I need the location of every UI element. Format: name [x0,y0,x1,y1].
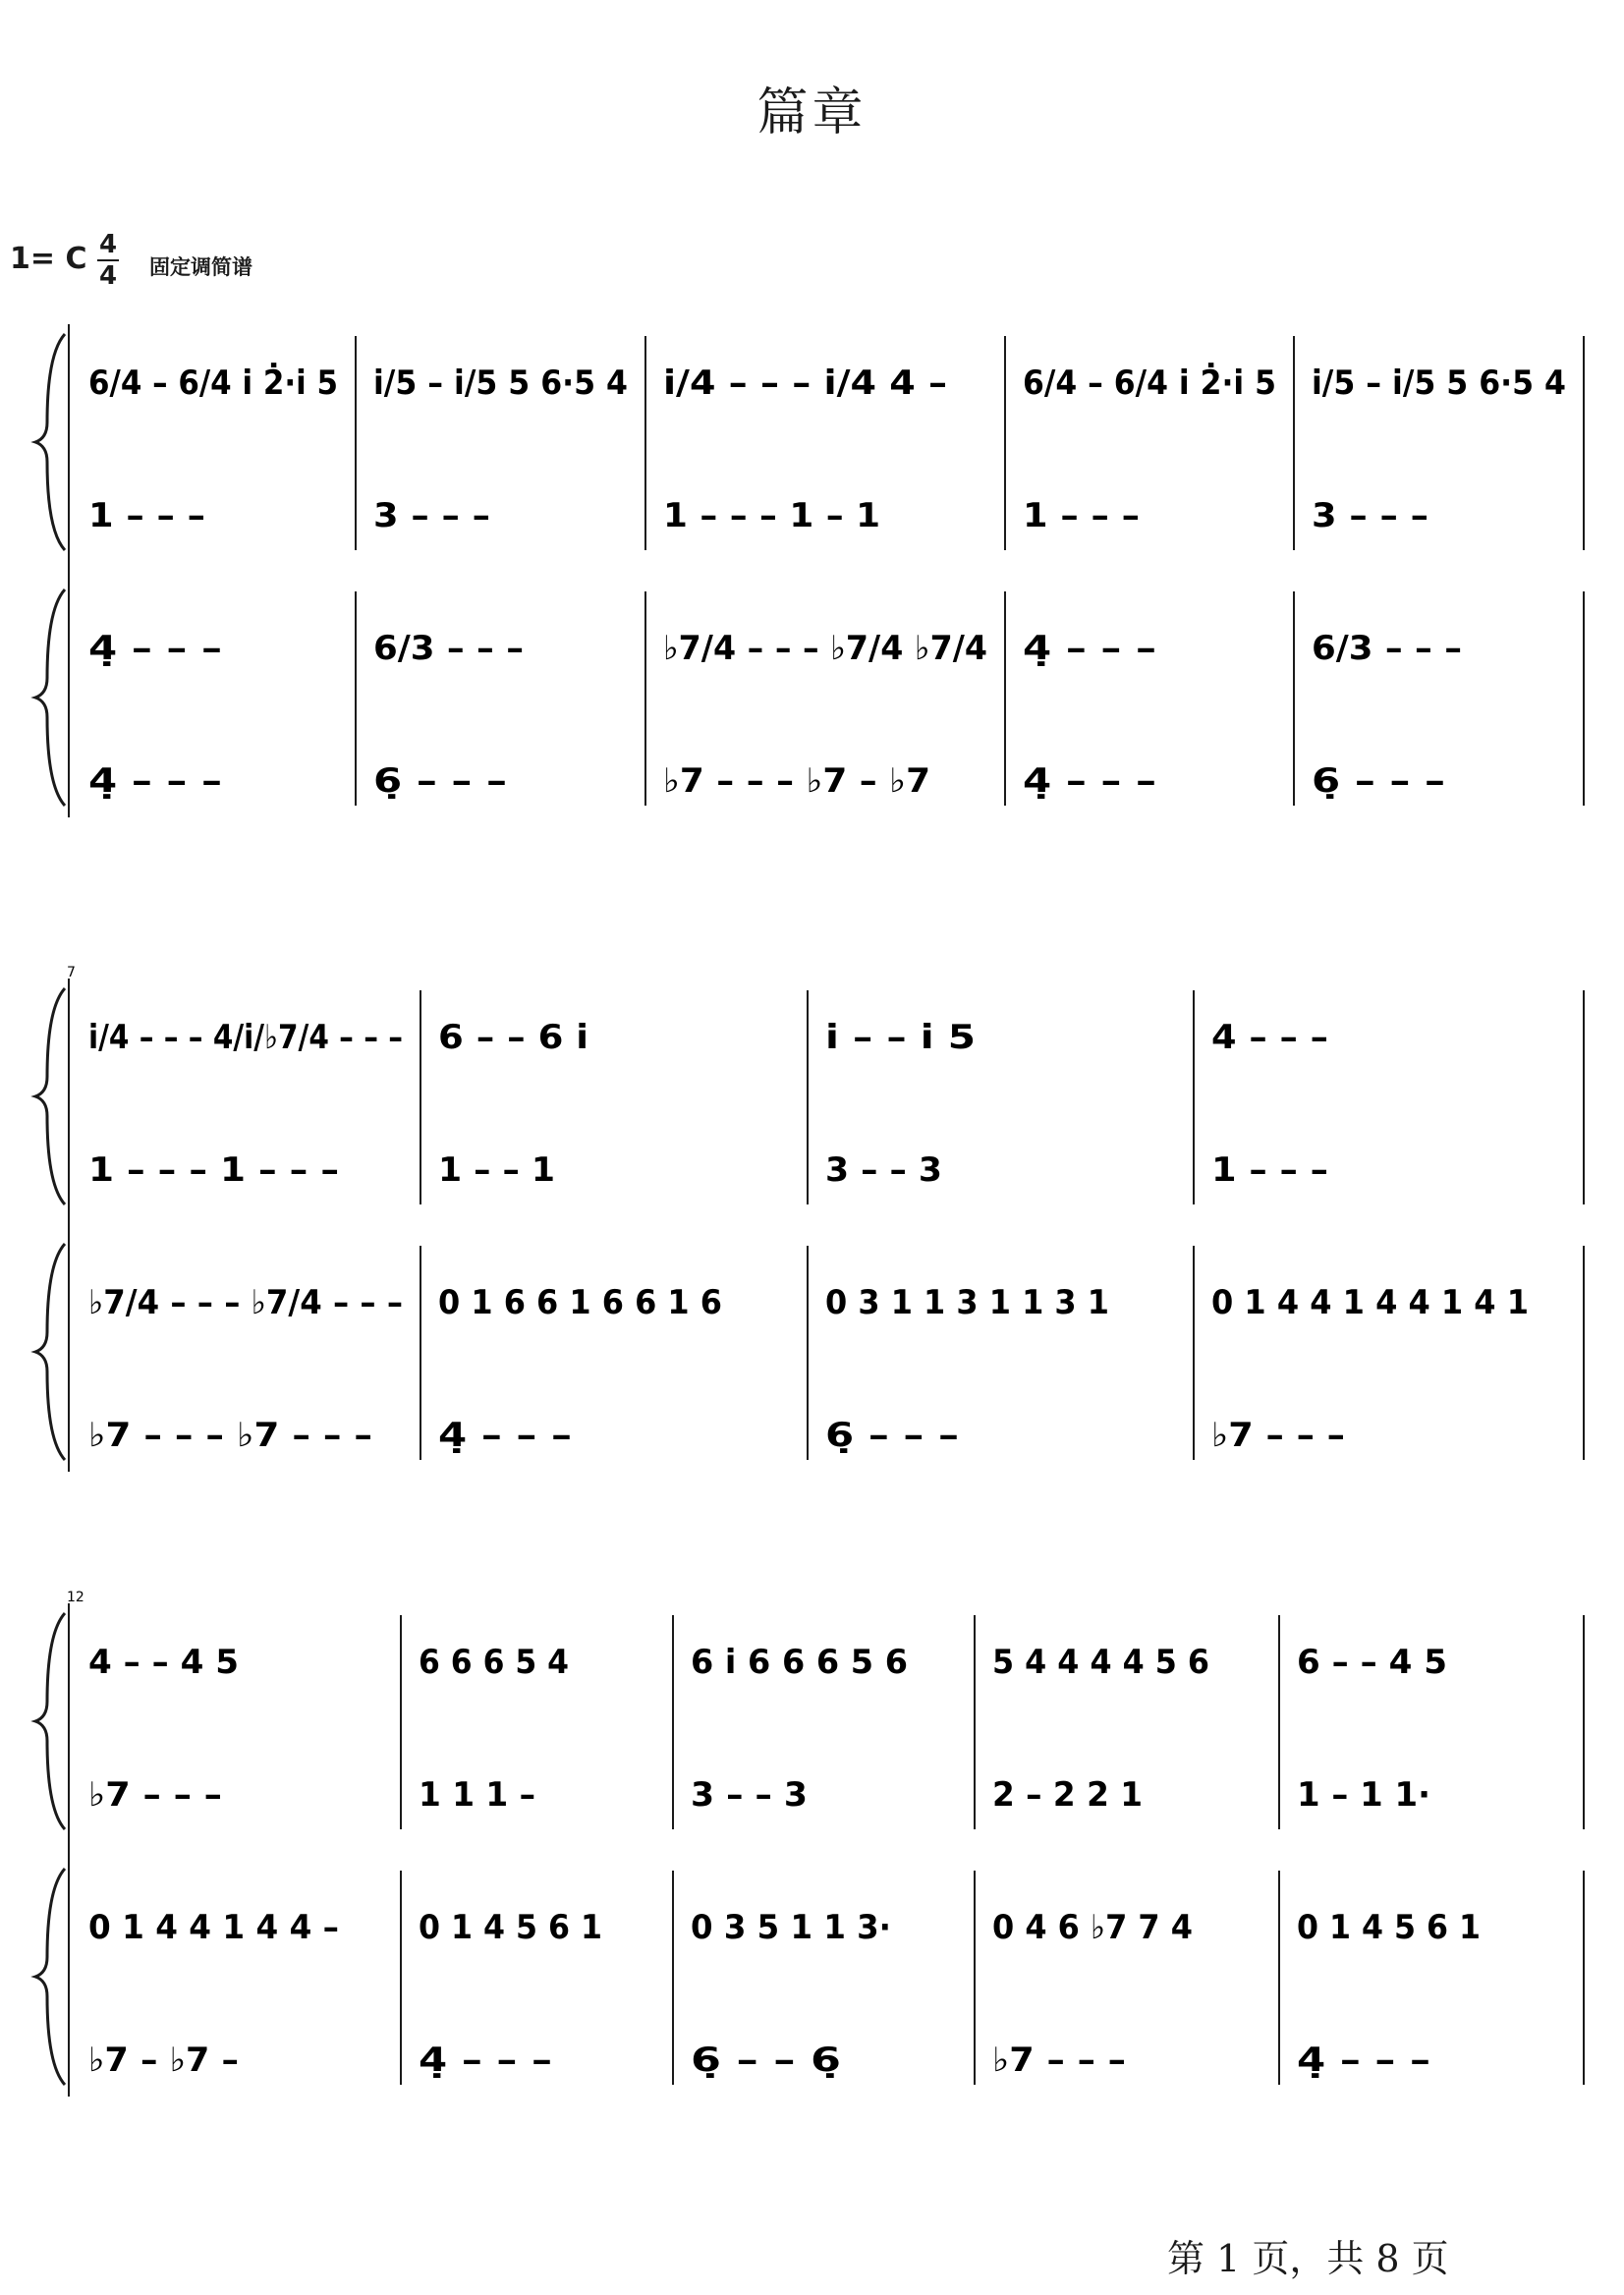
staff-notes: 6 – – 4 5 [1297,1643,1447,1682]
staff-notes: 1 – – 1 [438,1150,555,1190]
staff-notes: 1 1 1 – [419,1775,535,1815]
staff-notes: 6 6 6 5 4 [419,1643,569,1682]
staff-notes: 0 1 4 4 1 4 4 – [88,1908,339,1947]
staff-notes: 6/3 – – – [373,629,524,668]
staff-notes: 6̣ – – – [1312,761,1445,801]
staff-notes: i/4 – – – i/4 4 – [663,364,947,403]
staff-notes: i/5 – i/5 5 6·5 4 [1312,364,1566,403]
staff-notes: 6 – – 6 i [438,1018,588,1057]
staff-notes: 0 3 5 1 1 3· [691,1908,891,1947]
staff-notes: 6/4 – 6/4 i 2̇·i 5 [1023,364,1298,403]
staff-notes: 4̣ – – – [1023,629,1156,668]
staff-notes: 0 3 1 1 3 1 1 3 1 [825,1283,1109,1322]
staff-notes: 0 1 4 5 6 1 [419,1908,602,1947]
brace [35,1244,65,1460]
staff-notes: 4̣ – – – [1023,761,1156,801]
staff-notes: 6 i 6 6 6 5 6 [691,1643,908,1682]
score-title: 篇章 [756,84,868,142]
staff-notes: 0 4 6 ♭7 7 4 [992,1908,1193,1947]
brace [35,1869,65,2085]
staff-notes: i – – i 5 [825,1018,976,1057]
staff-notes: 1 – 1 1· [1297,1775,1430,1815]
staff-notes: 4̣ – – – [1297,2041,1430,2080]
staff-notes: ♭7 – – – ♭7 – – – [88,1416,372,1455]
page-indicator: 第 1 页，共 8 页 [1167,2237,1449,2280]
staff-notes: ♭7 – – – ♭7 – ♭7 [663,761,930,801]
staff-notes: 4̣ – – – [88,629,222,668]
staff-notes: i/4 – – – 4/i/♭7/4 – – – [88,1018,403,1057]
staff-notes: 6̣ – – – [825,1416,959,1455]
notation-label: 固定调简谱 [149,255,252,279]
staff-notes: 5 4 4 4 4 5 6 [992,1643,1209,1682]
staff-notes: 1 – – – 1 – – – [88,1150,339,1190]
staff-notes: 4̣ – – – [419,2041,552,2080]
staff-notes: 0 1 4 4 1 4 4 1 4 1 [1211,1283,1529,1322]
staff-notes: 2 – 2 2 1 [992,1775,1143,1815]
staff-notes: 6̣ – – – [373,761,507,801]
staff-notes: 0 1 4 5 6 1 [1297,1908,1481,1947]
staff-notes: 6̣ – – 6̣ [691,2041,841,2080]
staff-notes: 6/4 – 6/4 i 2̇·i 5 [88,364,364,403]
staff-notes: ♭7/4 – – – ♭7/4 ♭7/4 [663,629,987,668]
time-signature-bottom: 4 [98,261,118,291]
measure-number: 12 [67,1590,84,1605]
staff-notes: ♭7 – ♭7 – [88,2041,239,2080]
staff-notes: i/5 – i/5 5 6·5 4 [373,364,628,403]
measure-number: 7 [67,965,76,980]
staff-notes: ♭7 – – – [1211,1416,1345,1455]
brace [35,589,65,806]
staff-notes: ♭7/4 – – – ♭7/4 – – – [88,1283,403,1322]
key-signature: 1= C [10,242,87,276]
staff-notes: 4̣ – – – [438,1416,572,1455]
staff-notes: 3 – – 3 [825,1150,942,1190]
staff-notes: 3 – – 3 [691,1775,808,1815]
staff-notes: ♭7 – – – [992,2041,1126,2080]
staff-notes: 0 1 6 6 1 6 6 1 6 [438,1283,722,1322]
staff-notes: ♭7 – – – [88,1775,222,1815]
staff-notes: 4 – – 4 5 [88,1643,239,1682]
brace [35,334,65,550]
time-signature-top: 4 [98,230,118,259]
staff-notes: 1 – – – [88,496,205,535]
staff-notes: 4̣ – – – [88,761,222,801]
staff-notes: 3 – – – [373,496,490,535]
staff-notes: 4 – – – [1211,1018,1328,1057]
staff-notes: 6/3 – – – [1312,629,1462,668]
brace [35,1613,65,1829]
staff-notes: 3 – – – [1312,496,1428,535]
staff-notes: 1 – – – [1211,1150,1328,1190]
brace [35,988,65,1204]
staff-notes: 1 – – – [1023,496,1140,535]
staff-notes: 1 – – – 1 – 1 [663,496,880,535]
